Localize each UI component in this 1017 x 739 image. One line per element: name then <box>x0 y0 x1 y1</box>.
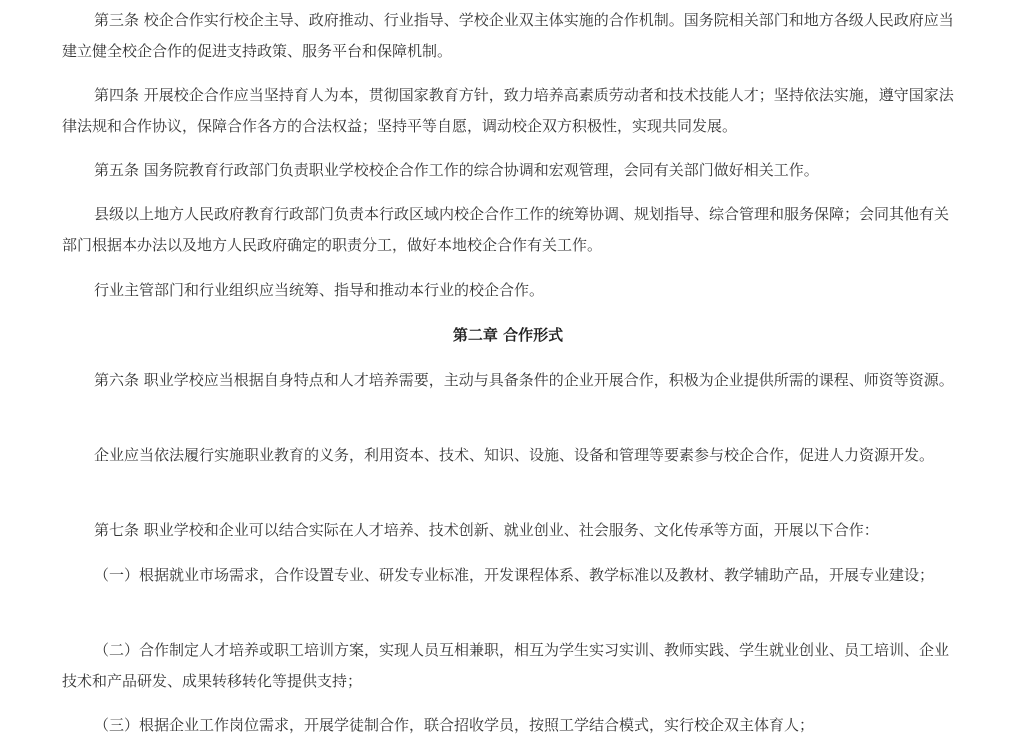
local-government-paragraph: 县级以上地方人民政府教育行政部门负责本行政区域内校企合作工作的统筹协调、规划指导、综合管理和服务保障；会同其他有关部门根据本办法以及地方人民政府确定的职责分工，做好本地校企合作有关工作。 <box>62 205 950 254</box>
article-5-paragraph: 第五条 国务院教育行政部门负责职业学校校企合作工作的综合协调和宏观管理，会同有关部门做好相关工作。 <box>94 161 819 179</box>
enterprise-obligation-paragraph: 企业应当依法履行实施职业教育的义务，利用资本、技术、知识、设施、设备和管理等要素参与校企合作，促进人力资源开发。 <box>94 446 935 464</box>
article-7-paragraph: 第七条 职业学校和企业可以结合实际在人才培养、技术创新、就业创业、社会服务、文化传承等方面，开展以下合作： <box>94 521 879 539</box>
item-3-paragraph: （三）根据企业工作岗位需求，开展学徒制合作，联合招收学员，按照工学结合模式，实行校企双主体育人； <box>94 716 815 734</box>
industry-paragraph: 行业主管部门和行业组织应当统筹、指导和推动本行业的校企合作。 <box>94 281 545 299</box>
article-3-paragraph: 第三条 校企合作实行校企主导、政府推动、行业指导、学校企业双主体实施的合作机制。国务院相关部门和地方各级人民政府应当建立健全校企合作的促进支持政策、服务平台和保障机制。 <box>62 11 954 60</box>
article-6-paragraph: 第六条 职业学校应当根据自身特点和人才培养需要，主动与具备条件的企业开展合作，积极为企业提供所需的课程、师资等资源。 <box>94 371 954 389</box>
article-4-paragraph: 第四条 开展校企合作应当坚持育人为本，贯彻国家教育方针，致力培养高素质劳动者和技术技能人才；坚持依法实施，遵守国家法律法规和合作协议，保障合作各方的合法权益；坚持平等自愿，调动校企双方积极性，实现共同发展。 <box>62 86 954 135</box>
item-2-paragraph: （二）合作制定人才培养或职工培训方案，实现人员互相兼职，相互为学生实习实训、教师实践、学生就业创业、员工培训、企业技术和产品研发、成果转移转化等提供支持； <box>62 641 950 690</box>
chapter-heading: 第二章 合作形式 <box>452 326 564 344</box>
item-1-paragraph: （一）根据就业市场需求，合作设置专业、研发专业标准，开发课程体系、教学标准以及教材、教学辅助产品，开展专业建设； <box>94 566 935 584</box>
